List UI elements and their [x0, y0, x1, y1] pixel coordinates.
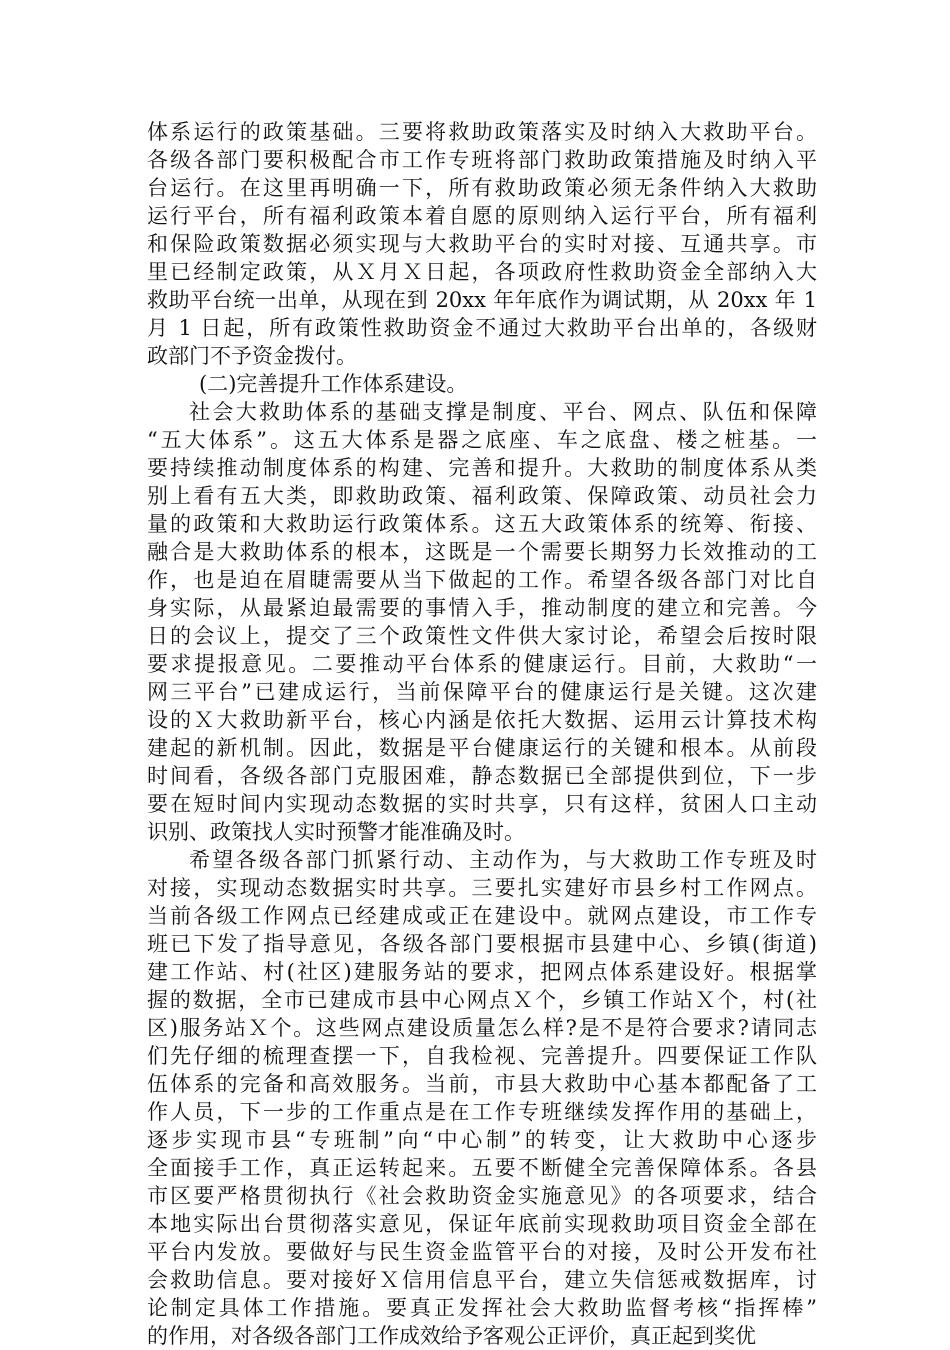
paragraph-3	[147, 846, 817, 1350]
text-line: 各级各部门要积极配合市工作专班将部门救助政策措施及时纳入平	[147, 148, 817, 172]
text-line: 建工作站、村(社区)建服务站的要求，把网点体系建设好。根据掌	[147, 960, 817, 984]
text-line: 班已下发了指导意见，各级各部门要根据市县建中心、乡镇(街道)	[147, 932, 817, 956]
text-line: 运行平台，所有福利政策本着自愿的原则纳入运行平台，所有福利	[147, 204, 817, 228]
text-line: 时间看，各级各部门克服困难，静态数据已全部提供到位，下一步	[147, 764, 817, 788]
text-line: 日的会议上，提交了三个政策性文件供大家讨论，希望会后按时限	[147, 624, 817, 648]
text-line: 们先仔细的梳理查摆一下，自我检视、完善提升。四要保证工作队	[147, 1044, 817, 1068]
text-line: (二)完善提升工作体系建设。	[199, 372, 468, 396]
text-line: 全面接手工作，真正运转起来。五要不断健全完善保障体系。各县	[147, 1156, 817, 1180]
text-line: 识别、政策找人实时预警才能准确及时。	[147, 820, 525, 844]
text-line: 当前各级工作网点已经建成或正在建设中。就网点建设，市工作专	[147, 904, 817, 928]
paragraph-1	[147, 118, 817, 370]
text-line: 和保险政策数据必须实现与大救助平台的实时对接、互通共享。市	[147, 232, 817, 256]
text-line: 本地实际出台贯彻落实意见，保证年底前实现救助项目资金全部在	[147, 1212, 817, 1236]
text-line: 社会大救助体系的基础支撑是制度、平台、网点、队伍和保障	[189, 400, 817, 424]
text-line: 要持续推动制度体系的构建、完善和提升。大救助的制度体系从类	[147, 456, 817, 480]
text-line: 里已经制定政策，从Ｘ月Ｘ日起，各项政府性救助资金全部纳入大	[147, 260, 817, 284]
text-line: 月 1 日起，所有政策性救助资金不通过大救助平台出单的，各级财	[147, 316, 817, 340]
text-line: 逐步实现市县“专班制”向“中心制”的转变，让大救助中心逐步	[147, 1128, 817, 1152]
text-line: 希望各级各部门抓紧行动、主动作为，与大救助工作专班及时	[189, 848, 817, 872]
text-line: 要在短时间内实现动态数据的实时共享，只有这样，贫困人口主动	[147, 792, 817, 816]
text-line: 救助平台统一出单，从现在到 20xx 年年底作为调试期，从 20xx 年 1	[147, 288, 817, 312]
text-line: 身实际，从最紧迫最需要的事情入手，推动制度的建立和完善。今	[147, 596, 817, 620]
text-line: 建起的新机制。因此，数据是平台健康运行的关键和根本。从前段	[147, 736, 817, 760]
text-line: 融合是大救助体系的根本，这既是一个需要长期努力长效推动的工	[147, 540, 817, 564]
text-line: 台运行。在这里再明确一下，所有救助政策必须无条件纳入大救助	[147, 176, 817, 200]
text-line: 体系运行的政策基础。三要将救助政策落实及时纳入大救助平台。	[147, 120, 817, 144]
text-line: 伍体系的完备和高效服务。当前，市县大救助中心基本都配备了工	[147, 1072, 817, 1096]
text-line: 论制定具体工作措施。要真正发挥社会大救助监督考核“指挥棒”	[147, 1296, 817, 1320]
section-heading	[147, 370, 817, 398]
text-line: 别上看有五大类，即救助政策、福利政策、保障政策、动员社会力	[147, 484, 817, 508]
text-line: 平台内发放。要做好与民生资金监管平台的对接，及时公开发布社	[147, 1240, 817, 1264]
text-line: 市区要严格贯彻执行《社会救助资金实施意见》的各项要求，结合	[147, 1184, 817, 1208]
text-line: 对接，实现动态数据实时共享。三要扎实建好市县乡村工作网点。	[147, 876, 817, 900]
paragraph-2	[147, 398, 817, 846]
text-line: 设的Ｘ大救助新平台，核心内涵是依托大数据、运用云计算技术构	[147, 708, 817, 732]
text-line: 政部门不予资金拨付。	[147, 344, 357, 368]
document-body	[147, 118, 817, 1350]
text-line: 网三平台”已建成运行，当前保障平台的健康运行是关键。这次建	[147, 680, 817, 704]
text-line: 量的政策和大救助运行政策体系。这五大政策体系的统筹、衔接、	[147, 512, 817, 536]
text-line: 要求提报意见。二要推动平台体系的健康运行。目前，大救助“一	[147, 652, 817, 676]
text-line: 作，也是迫在眉睫需要从当下做起的工作。希望各级各部门对比自	[147, 568, 817, 592]
text-line: 的作用，对各级各部门工作成效给予客观公正评价，真正起到奖优	[147, 1324, 756, 1348]
text-line: “五大体系”。这五大体系是器之底座、车之底盘、楼之桩基。一	[147, 428, 817, 452]
text-line: 握的数据，全市已建成市县中心网点Ｘ个，乡镇工作站Ｘ个，村(社	[147, 988, 817, 1012]
text-line: 区)服务站Ｘ个。这些网点建设质量怎么样?是不是符合要求?请同志	[147, 1016, 817, 1040]
text-line: 会救助信息。要对接好Ｘ信用信息平台，建立失信惩戒数据库，讨	[147, 1268, 817, 1292]
text-line: 作人员，下一步的工作重点是在工作专班继续发挥作用的基础上，	[147, 1100, 817, 1124]
